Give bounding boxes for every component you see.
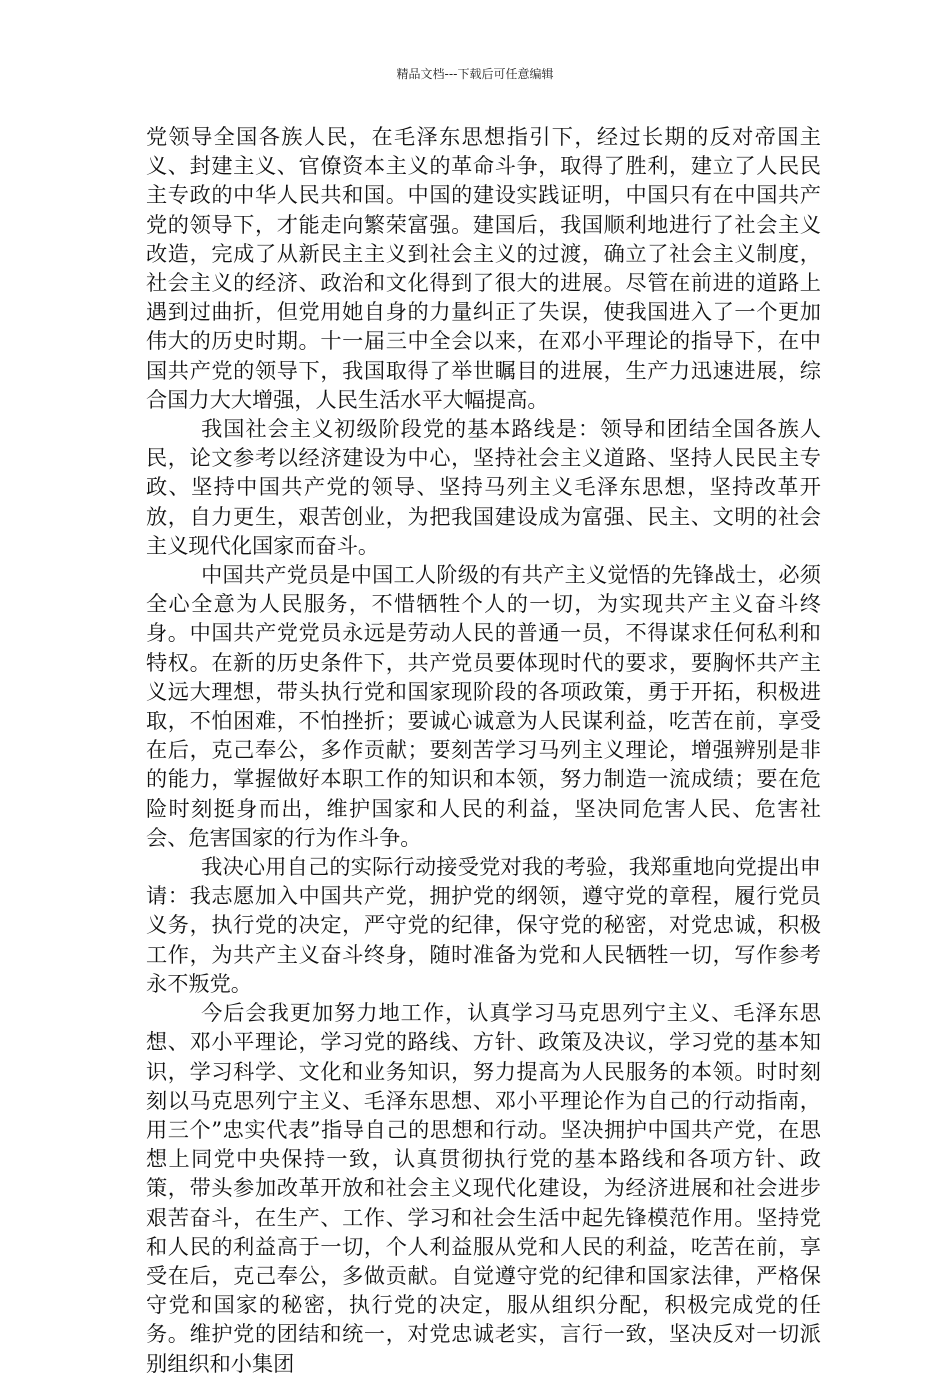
paragraph: 中国共产党员是中国工人阶级的有共产主义觉悟的先锋战士，必须全心全意为人民服务，不惜牺牲个人的一切，为实现共产主义奋斗终身。中国共产党党员永远是劳动人民的普通一员，不得谋求任何私利和特权。在新的历史条件下，共产党员要体现时代的要求，要胸怀共产主义远大理想，带头执行党和国家现阶段的各项政策，勇于开拓，积极进取，不怕困难，不怕挫折；要诚心诚意为人民谋利益，吃苦在前，享受在后，克己奉公，多作贡献；要刻苦学习马列主义理论，增强辨别是非的能力，掌握做好本职工作的知识和本领，努力制造一流成绩；要在危险时刻挺身而出，维护国家和人民的利益，坚决同危害人民、危害社会、危害国家的行为作斗争。: [146, 562, 821, 850]
document-body: [146, 122, 821, 1378]
paragraph: 我决心用自己的实际行动接受党对我的考验，我郑重地向党提出申请：我志愿加入中国共产党，拥护党的纲领，遵守党的章程，履行党员义务，执行党的决定，严守党的纪律，保守党的秘密，对党忠诚，积极工作，为共产主义奋斗终身，随时准备为党和人民牺牲一切，写作参考永不叛党。: [146, 854, 821, 996]
paragraph: 今后会我更加努力地工作，认真学习马克思列宁主义、毛泽东思想、邓小平理论，学习党的路线、方针、政策及决议，学习党的基本知识，学习科学、文化和业务知识，努力提高为人民服务的本领。时时刻刻以马克思列宁主义、毛泽东思想、邓小平理论作为自己的行动指南，用三个”忠实代表”指导自己的思想和行动。坚决拥护中国共产党，在思想上同党中央保持一致，认真贯彻执行党的基本路线和各项方针、政策，带头参加改革开放和社会主义现代化建设，为经济进展和社会进步艰苦奋斗，在生产、工作、学习和社会生活中起先锋模范作用。坚持党和人民的利益高于一切，个人利益服从党和人民的利益，吃苦在前，享受在后，克己奉公，多做贡献。自觉遵守党的纪律和国家法律，严格保守党和国家的秘密，执行党的决定，服从组织分配，积极完成党的任务。维护党的团结和统一，对党忠诚老实，言行一致，坚决反对一切派别组织和小集团: [146, 1000, 821, 1376]
paragraph: 我国社会主义初级阶段党的基本路线是：领导和团结全国各族人民，论文参考以经济建设为中心，坚持社会主义道路、坚持人民民主专政、坚持中国共产党的领导、坚持马列主义毛泽东思想，坚持改革开放，自力更生，艰苦创业，为把我国建设成为富强、民主、文明的社会主义现代化国家而奋斗。: [146, 416, 821, 558]
paragraph: 党领导全国各族人民，在毛泽东思想指引下，经过长期的反对帝国主义、封建主义、官僚资本主义的革命斗争，取得了胜利，建立了人民民主专政的中华人民共和国。中国的建设实践证明，中国只有在中国共产党的领导下，才能走向繁荣富强。建国后，我国顺利地进行了社会主义改造，完成了从新民主主义到社会主义的过渡，确立了社会主义制度，社会主义的经济、政治和文化得到了很大的进展。尽管在前进的道路上遇到过曲折，但党用她自身的力量纠正了失误，使我国进入了一个更加伟大的历史时期。十一届三中全会以来，在邓小平理论的指导下，在中国共产党的领导下，我国取得了举世瞩目的进展，生产力迅速进展，综合国力大大增强，人民生活水平大幅提高。: [146, 124, 821, 412]
page-header: 精品文档---下载后可任意编辑: [396, 67, 554, 81]
